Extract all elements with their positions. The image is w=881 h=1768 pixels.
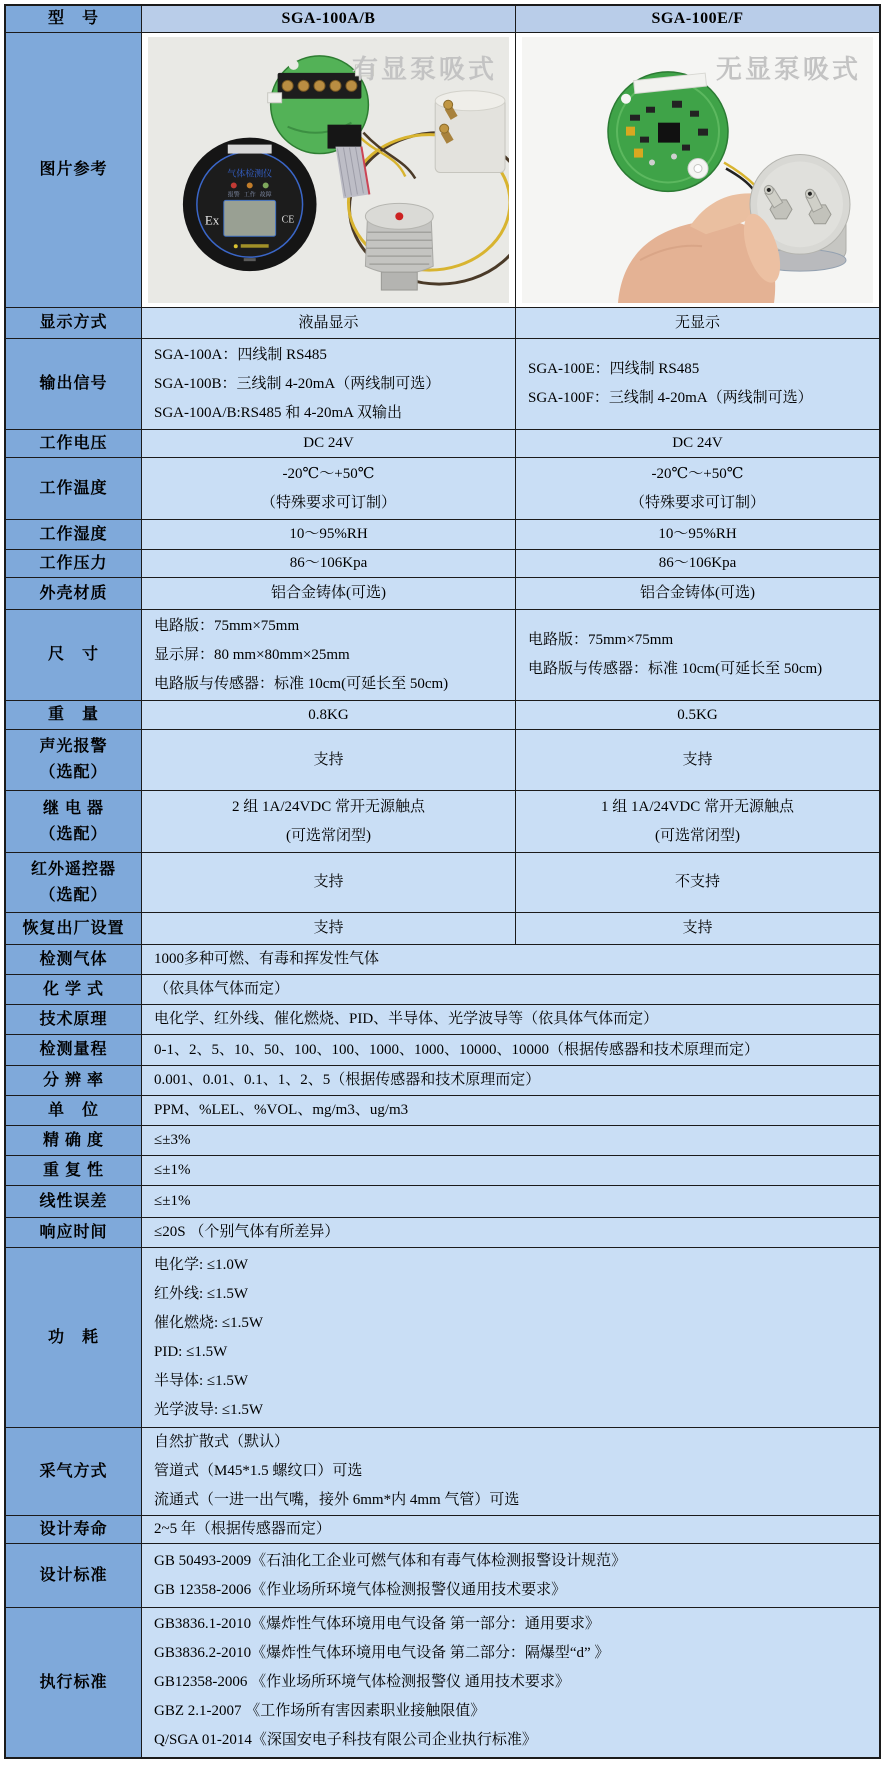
relay-right-value — [516, 791, 879, 852]
shell-right-value: 铝合金铸体(可选) — [516, 578, 879, 609]
spec-row-temperature — [6, 457, 879, 519]
humidity-left-value: 10～95%RH — [142, 520, 516, 549]
spec-row-alarm — [6, 729, 879, 790]
spec-row-reset — [6, 912, 879, 944]
gas-value: 1000多种可燃、有毒和挥发性气体 — [142, 945, 879, 974]
spec-row-response — [6, 1217, 879, 1247]
power-line: 光学波导: ≤1.5W — [154, 1401, 264, 1418]
temperature-line: （特殊要求可订制） — [629, 494, 765, 511]
product-photo-left — [142, 33, 516, 307]
spec-row-shell — [6, 577, 879, 609]
alarm-led-label: 报警 — [227, 192, 240, 199]
gas-detector-meter — [183, 138, 317, 271]
alarm-right-value: 支持 — [516, 730, 879, 790]
shell-left-value: 铝合金铸体(可选) — [142, 578, 516, 609]
remote-right-value: 不支持 — [516, 853, 879, 912]
spec-row-gas — [6, 944, 879, 974]
power-line: 半导体: ≤1.5W — [154, 1372, 249, 1389]
linearity-value: ≤±1% — [142, 1186, 879, 1217]
temperature-line: （特殊要求可订制） — [260, 494, 396, 511]
label-line: （选配） — [39, 886, 108, 904]
temperature-line: -20℃～+50℃ — [651, 465, 744, 482]
spec-row-design-standard — [6, 1543, 879, 1607]
exec-standard-value — [142, 1608, 879, 1757]
spec-row-repeatability — [6, 1155, 879, 1185]
relay-line: 2 组 1A/24VDC 常开无源触点 — [232, 798, 425, 815]
meter-title: 气体检测仪 — [227, 168, 273, 179]
row-label: 外壳材质 — [6, 578, 142, 609]
spec-row-principle — [6, 1004, 879, 1034]
formula-value: （依具体气体而定） — [142, 975, 879, 1004]
unit-value: PPM、%LEL、%VOL、mg/m3、ug/m3 — [142, 1096, 879, 1125]
weight-right-value: 0.5KG — [516, 701, 879, 729]
relay-line: (可选常闭型) — [286, 827, 371, 844]
size-left-value — [142, 610, 516, 700]
standard-line: GB12358-2006 《作业场所环境气体检测报警仪 通用技术要求》 — [154, 1674, 570, 1690]
relay-line: (可选常闭型) — [655, 827, 740, 844]
standard-line: GB 12358-2006《作业场所环境气体检测报警仪通用技术要求》 — [154, 1581, 567, 1598]
standard-line: GB3836.2-2010《爆炸性气体环境用电气设备 第二部分：隔爆型“d” 》 — [154, 1645, 610, 1661]
power-line: 红外线: ≤1.5W — [154, 1285, 249, 1302]
response-value: ≤20S （个别气体有所差异） — [142, 1218, 879, 1247]
row-label — [6, 853, 142, 912]
output-line: SGA-100B：三线制 4-20mA（两线制可选） — [154, 375, 441, 392]
row-label: 检测量程 — [6, 1035, 142, 1065]
accuracy-value: ≤±3% — [142, 1126, 879, 1155]
row-label: 功 耗 — [6, 1248, 142, 1427]
spec-row-weight — [6, 700, 879, 729]
row-label: 尺 寸 — [6, 610, 142, 700]
temperature-left-value — [142, 458, 516, 519]
row-label: 响应时间 — [6, 1218, 142, 1247]
row-label: 工作湿度 — [6, 520, 142, 549]
row-label: 恢复出厂设置 — [6, 913, 142, 944]
principle-value: 电化学、红外线、催化燃烧、PID、半导体、光学波导等（依具体气体而定） — [142, 1005, 879, 1034]
standard-line: GB3836.1-2010《爆炸性气体环境用电气设备 第一部分：通用要求》 — [154, 1616, 600, 1632]
row-label: 化 学 式 — [6, 975, 142, 1004]
design-standard-value — [142, 1544, 879, 1607]
row-label: 精 确 度 — [6, 1126, 142, 1155]
display-right-value: 无显示 — [516, 308, 879, 338]
row-label: 工作电压 — [6, 430, 142, 457]
row-label: 工作压力 — [6, 550, 142, 577]
size-line: 电路版：75mm×75mm — [154, 617, 300, 634]
humidity-right-value: 10～95%RH — [516, 520, 879, 549]
power-line: 催化燃烧: ≤1.5W — [154, 1314, 264, 1331]
header-model-right: SGA-100E/F — [516, 6, 879, 32]
spec-row-accuracy — [6, 1125, 879, 1155]
alarm-left-value: 支持 — [142, 730, 516, 790]
row-label: 重 量 — [6, 701, 142, 729]
spec-row-humidity — [6, 519, 879, 549]
spec-row-linearity — [6, 1185, 879, 1217]
work-led — [247, 182, 253, 188]
row-label: 线性误差 — [6, 1186, 142, 1217]
sampling-line: 自然扩散式（默认） — [154, 1434, 290, 1450]
relay-line: 1 组 1A/24VDC 常开无源触点 — [601, 798, 794, 815]
label-line: （选配） — [39, 825, 108, 843]
alarm-led — [231, 182, 237, 188]
label-line: （选配） — [39, 764, 108, 781]
row-label: 技术原理 — [6, 1005, 142, 1034]
spec-row-output — [6, 338, 879, 429]
row-label — [6, 730, 142, 790]
size-line: 电路版与传感器：标准 10cm(可延长至 50cm) — [528, 661, 823, 677]
spec-row-size — [6, 609, 879, 700]
lcd-screen — [224, 200, 276, 236]
work-led-label: 工作 — [243, 192, 256, 199]
range-value: 0-1、2、5、10、50、100、100、1000、1000、10000、10000（根据传感器和技术原理而定） — [142, 1035, 879, 1065]
ce-mark: CE — [281, 214, 295, 226]
spec-row-power — [6, 1247, 879, 1427]
size-right-value — [516, 610, 879, 700]
barcode-sticker — [228, 145, 272, 154]
spec-row-unit — [6, 1095, 879, 1125]
output-line: SGA-100A/B:RS485 和 4-20mA 双输出 — [154, 404, 402, 421]
weight-left-value: 0.8KG — [142, 701, 516, 729]
reset-left-value: 支持 — [142, 913, 516, 944]
size-line: 电路版：75mm×75mm — [528, 632, 674, 648]
row-label: 单 位 — [6, 1096, 142, 1125]
size-line: 电路版与传感器：标准 10cm(可延长至 50cm) — [154, 675, 449, 692]
white-canister-sensor — [435, 91, 505, 173]
reset-right-value: 支持 — [516, 913, 879, 944]
watermark-right: 无显泵吸式 — [715, 55, 861, 84]
row-label — [6, 791, 142, 852]
output-line: SGA-100F：三线制 4-20mA（两线制可选） — [528, 390, 813, 406]
life-value: 2~5 年（根据传感器而定） — [142, 1516, 879, 1543]
output-line: SGA-100A：四线制 RS485 — [154, 346, 327, 363]
spec-row-pressure — [6, 549, 879, 577]
standard-line: GB 50493-2009《石油化工企业可燃气体和有毒气体检测报警设计规范》 — [154, 1552, 627, 1569]
watermark-left: 有显泵吸式 — [351, 55, 497, 84]
pressure-right-value: 86～106Kpa — [516, 550, 879, 577]
spec-table — [4, 4, 881, 1759]
row-label: 显示方式 — [6, 308, 142, 338]
row-label: 执行标准 — [6, 1608, 142, 1757]
fault-led — [263, 182, 269, 188]
row-label: 采气方式 — [6, 1428, 142, 1515]
pcb-board-bare — [608, 72, 728, 192]
sampling-line: 流通式（一进一出气嘴，接外 6mm*内 4mm 气管）可选 — [154, 1492, 520, 1508]
header-row — [6, 6, 879, 32]
label-line: 红外遥控器 — [30, 860, 116, 878]
pressure-left-value: 86～106Kpa — [142, 550, 516, 577]
photo-right-illustration — [522, 37, 873, 303]
photo-row — [6, 32, 879, 307]
spec-row-exec-standard — [6, 1607, 879, 1757]
standard-line: Q/SGA 01-2014《深国安电子科技有限公司企业执行标准》 — [154, 1732, 537, 1748]
spec-row-remote — [6, 852, 879, 912]
row-label: 输出信号 — [6, 339, 142, 429]
size-line: 显示屏：80 mm×80mm×25mm — [154, 646, 350, 663]
label-line: 声光报警 — [39, 738, 108, 755]
relay-left-value — [142, 791, 516, 852]
header-model-left: SGA-100A/B — [142, 6, 516, 32]
output-left-value — [142, 339, 516, 429]
row-label: 设计寿命 — [6, 1516, 142, 1543]
temperature-line: -20℃～+50℃ — [282, 465, 375, 482]
row-label: 设计标准 — [6, 1544, 142, 1607]
sampling-line: 管道式（M45*1.5 螺纹口）可选 — [154, 1463, 363, 1479]
output-right-value — [516, 339, 879, 429]
row-label: 分 辨 率 — [6, 1066, 142, 1095]
spec-row-range — [6, 1034, 879, 1065]
label-line: 继 电 器 — [42, 799, 104, 817]
power-line: 电化学: ≤1.0W — [154, 1256, 249, 1273]
power-value — [142, 1248, 879, 1427]
photo-left-illustration — [148, 37, 509, 303]
spec-row-relay — [6, 790, 879, 852]
spec-row-resolution — [6, 1065, 879, 1095]
spec-row-sampling — [6, 1427, 879, 1515]
spec-row-voltage — [6, 429, 879, 457]
temperature-right-value — [516, 458, 879, 519]
output-line: SGA-100E：四线制 RS485 — [528, 361, 700, 377]
power-line: PID: ≤1.5W — [154, 1343, 228, 1360]
ex-mark: Ex — [204, 212, 220, 228]
spec-row-formula — [6, 974, 879, 1004]
remote-left-value: 支持 — [142, 853, 516, 912]
standard-line: GBZ 2.1-2007 《工作场所有害因素职业接触限值》 — [154, 1703, 486, 1719]
sampling-value — [142, 1428, 879, 1515]
resolution-value: 0.001、0.01、0.1、1、2、5（根据传感器和技术原理而定） — [142, 1066, 879, 1095]
repeatability-value: ≤±1% — [142, 1156, 879, 1185]
fault-led-label: 故障 — [259, 192, 272, 199]
spec-row-life — [6, 1515, 879, 1543]
row-label: 工作温度 — [6, 458, 142, 519]
voltage-right-value: DC 24V — [516, 430, 879, 457]
spec-row-display — [6, 307, 879, 338]
row-label: 重 复 性 — [6, 1156, 142, 1185]
header-model-label: 型 号 — [6, 6, 142, 32]
row-label: 检测气体 — [6, 945, 142, 974]
product-photo-right — [516, 33, 879, 307]
display-left-value: 液晶显示 — [142, 308, 516, 338]
photo-row-label: 图片参考 — [6, 33, 142, 307]
voltage-left-value: DC 24V — [142, 430, 516, 457]
